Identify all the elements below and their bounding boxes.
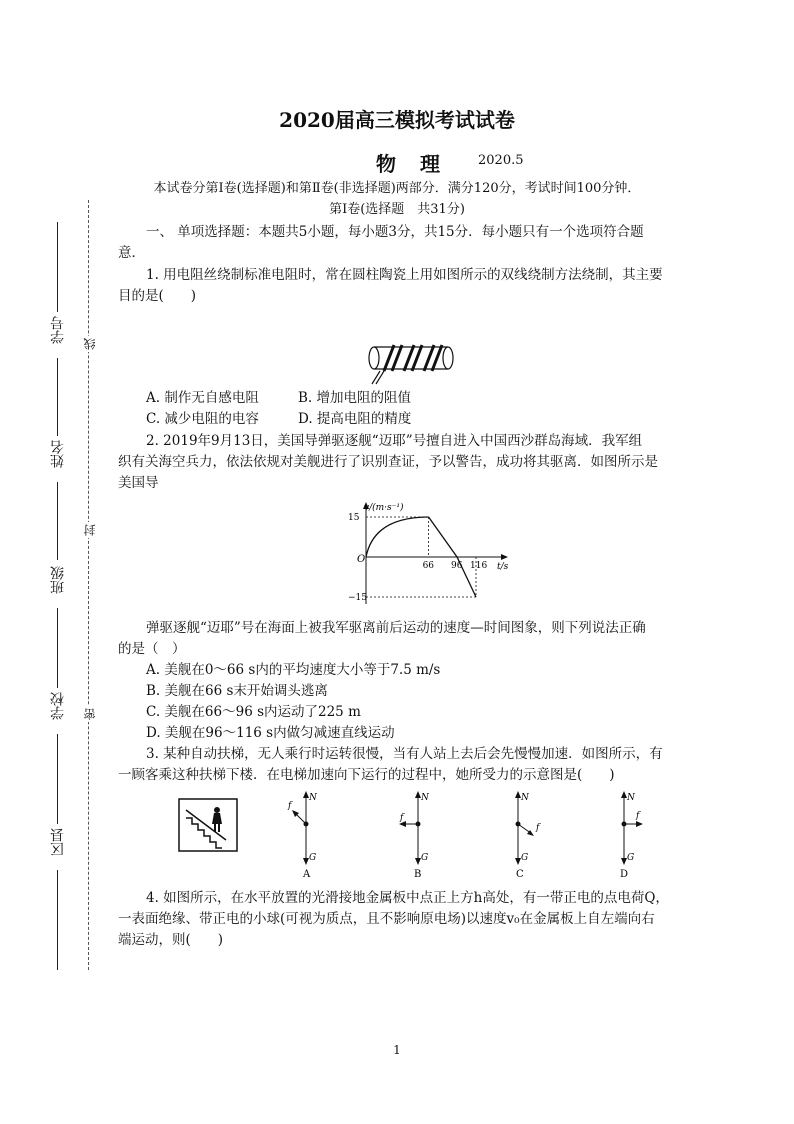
binding-label-class: 班级	[50, 566, 66, 594]
binding-dashed-line	[88, 200, 89, 970]
page-number: 1	[393, 1043, 401, 1057]
seal-word-secret: 密	[83, 708, 97, 720]
binding-label-school: 学校	[50, 692, 66, 720]
q3-stem-line1: 3. 某种自动扶梯，无人乘行时运转很慢，当有人站上去后会先慢慢加速．如图所示，有	[146, 746, 663, 762]
exam-date: 2020.5	[478, 153, 524, 168]
force-diagram-b	[392, 788, 442, 880]
exam-intro: 本试卷分第Ⅰ卷(选择题)和第Ⅱ卷(非选择题)两部分．满分120分，考试时间100分钟．	[153, 181, 641, 196]
q1-option-d: D. 提高电阻的精度	[298, 411, 412, 427]
force-label-n: N	[309, 793, 317, 803]
q2-option-b: B. 美舰在66 s末开始调头逃离	[146, 683, 328, 699]
blank-line	[57, 222, 58, 312]
series-curve-0-66	[366, 517, 429, 557]
q2-stem-line2: 织有关海空兵力，依法依规对美舰进行了识别查证，予以警告，成功将其驱离．如图所示是	[118, 454, 658, 470]
force-label-f: f	[636, 811, 640, 821]
q2-stem-line4: 弹驱逐舰“迈耶”号在海面上被我军驱离前后运动的速度—时间图象，则下列说法正确	[146, 620, 646, 636]
q1-option-c: C. 减少电阻的电容	[146, 411, 259, 427]
choice-label-a: A	[303, 869, 311, 880]
x-tick-label: 96	[451, 561, 463, 571]
q2-stem-line1: 2. 2019年9月13日，美国导弹驱逐舰“迈耶”号擅自进入中国西沙群岛海域．我军组	[146, 433, 643, 449]
binding-label-district: 区县	[50, 828, 66, 856]
q1-stem-line2: 目的是( )	[118, 288, 197, 304]
y-axis-label: v/(m·s⁻¹)	[364, 503, 404, 513]
q4-stem-line3: 端运动，则( )	[118, 932, 224, 948]
seal-word-line: 线	[83, 338, 97, 350]
force-label-n: N	[521, 793, 529, 803]
force-diagram-a	[282, 788, 332, 880]
part1-instruction-line1: 一、 单项选择题：本题共5小题，每小题3分，共15分．每小题只有一个选项符合题	[146, 224, 644, 240]
blank-line	[57, 482, 58, 560]
force-label-f: f	[288, 801, 292, 811]
force-label-g: G	[521, 853, 529, 863]
force-diagram-d	[604, 788, 654, 880]
q1-option-a: A. 制作无自感电阻	[146, 390, 259, 406]
bifilar-coil-figure	[364, 340, 458, 388]
choice-label-d: D	[620, 869, 629, 880]
section-title: 第Ⅰ卷(选择题 共31分)	[329, 202, 465, 217]
force-label-n: N	[421, 793, 429, 803]
x-tick-label: 66	[422, 561, 435, 571]
blank-line	[57, 734, 58, 824]
exam-subject: 物 理	[376, 152, 442, 176]
q4-stem-line1: 4. 如图所示，在水平放置的光滑接地金属板中点正上方h高处，有一带正电的点电荷Q，	[146, 890, 669, 906]
blank-line	[57, 358, 58, 436]
blank-line	[57, 870, 58, 970]
choice-label-c: C	[516, 869, 524, 880]
q2-option-c: C. 美舰在66～96 s内运动了225 m	[146, 704, 361, 720]
force-label-f: f	[536, 823, 540, 833]
q2-stem-line5: 的是（ ）	[118, 641, 186, 657]
x-axis-arrow	[501, 554, 508, 560]
force-label-g: G	[421, 853, 429, 863]
binding-label-student-id: 学号	[50, 316, 66, 344]
force-label-g: G	[309, 853, 317, 863]
exam-title: 2020届高三模拟考试试卷	[279, 108, 515, 132]
binding-label-name: 姓名	[50, 440, 66, 468]
x-tick-label: 116	[470, 561, 488, 571]
escalator-figure	[178, 798, 240, 854]
force-label-n: N	[627, 793, 635, 803]
origin-label: O	[357, 554, 366, 565]
seal-word-seal: 封	[83, 524, 97, 536]
q3-stem-line2: 一顾客乘这种扶梯下楼．在电梯加速向下运行的过程中，她所受力的示意图是( )	[118, 767, 615, 783]
x-axis-label: t/s	[497, 562, 509, 572]
q2-option-d: D. 美舰在96～116 s内做匀减速直线运动	[146, 725, 395, 741]
force-diagram-c	[498, 788, 548, 880]
q4-stem-line2: 一表面绝缘、带正电的小球(可视为质点，且不影响原电场)以速度v₀在金属板上自左端向右	[118, 911, 655, 927]
choice-label-b: B	[414, 869, 422, 880]
velocity-time-graph	[338, 500, 510, 608]
part1-instruction-line2: 意．	[118, 245, 145, 261]
blank-line	[57, 608, 58, 688]
q2-option-a: A. 美舰在0～66 s内的平均速度大小等于7.5 m/s	[146, 662, 441, 678]
q1-stem-line1: 1. 用电阻丝绕制标准电阻时，常在圆柱陶瓷上用如图所示的双线绕制方法绕制，其主要	[146, 267, 663, 283]
force-label-f: f	[400, 813, 404, 823]
force-label-g: G	[627, 853, 635, 863]
y-tick-label: 15	[348, 513, 360, 523]
q1-option-b: B. 增加电阻的阻值	[298, 390, 412, 406]
y-tick-label: −15	[348, 593, 367, 603]
q2-stem-line3: 美国导	[118, 475, 159, 491]
